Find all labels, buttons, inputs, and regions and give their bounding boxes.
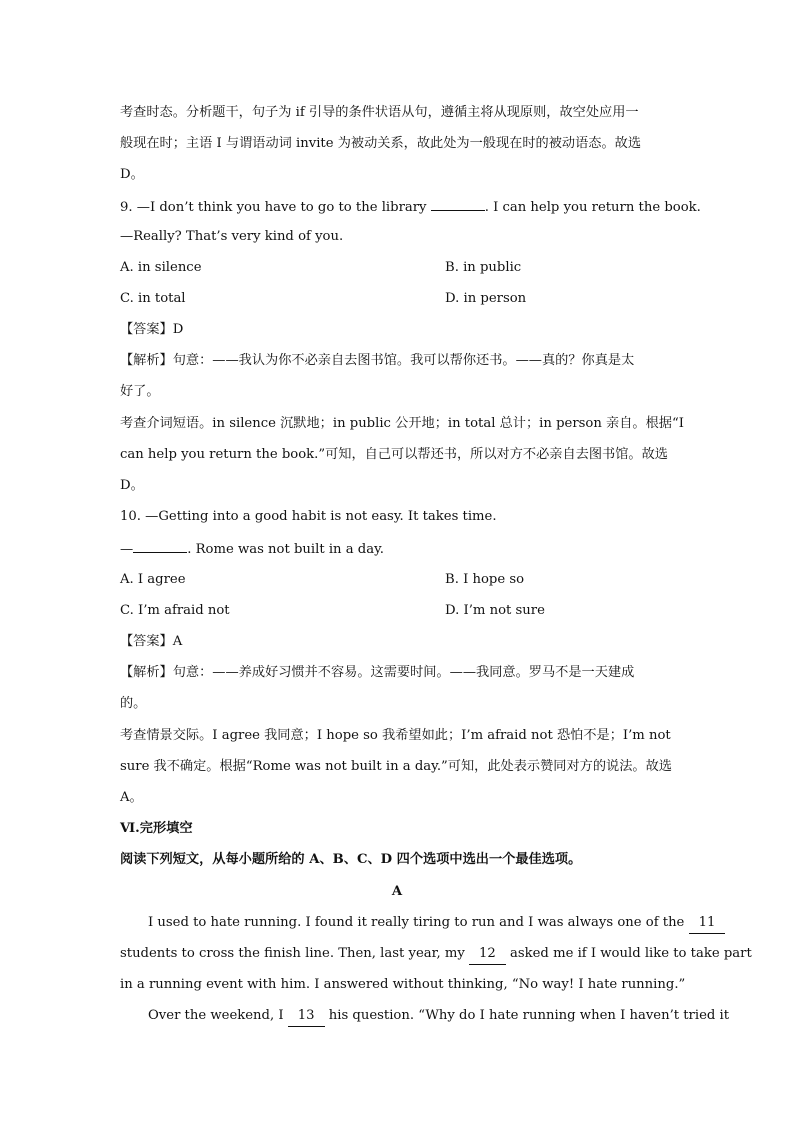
q9-reply: —Really? That’s very kind of you.	[120, 229, 344, 244]
passage-line-2	[120, 944, 752, 965]
passage-text: I used to hate running. I found it really tiring to run and I was always one of the	[148, 915, 689, 930]
q10-option-d: D. I’m not sure	[445, 603, 545, 618]
q10-option-b: B. I hope so	[445, 572, 525, 587]
blank-12: 12	[469, 944, 506, 965]
q10-option-c: C. I’m afraid not	[120, 603, 230, 618]
section-heading: Ⅵ.完形填空	[120, 821, 193, 836]
q9-stem	[120, 196, 701, 218]
q10-analysis-line-4: sure 我不确定。根据“Rome was not built in a day.”可知，此处表示赞同对方的说法。故选	[120, 759, 672, 774]
q10-blank	[133, 538, 187, 553]
passage-label: A	[391, 884, 403, 899]
blank-13: 13	[288, 1006, 325, 1027]
q10-reply-before: —	[120, 542, 134, 557]
q10-analysis-line-1: 【解析】句意：——养成好习惯并不容易。这需要时间。——我同意。罗马不是一天建成	[120, 665, 635, 680]
q9-stem-before: 9. —I don’t think you have to go to the library	[120, 200, 431, 215]
passage-line-4	[148, 1006, 729, 1027]
q10-analysis-line-3: 考查情景交际。I agree 我同意；I hope so 我希望如此；I’m afraid not 恐怕不是；I’m not	[120, 728, 671, 743]
q9-analysis-line-2: 好了。	[120, 384, 160, 399]
q9-analysis-line-4: can help you return the book.”可知，自己可以帮还书，所以对方不必亲自去图书馆。故选	[120, 447, 668, 462]
q9-analysis-line-3: 考查介词短语。in silence 沉默地；in public 公开地；in total 总计；in person 亲自。根据“I	[120, 416, 684, 431]
passage-line-1	[148, 913, 725, 934]
q8-analysis-line-1: 考查时态。分析题干，句子为 if 引导的条件状语从句，遵循主将从现原则，故空处应用一	[120, 105, 639, 120]
passage-text: asked me if I would like to take part	[505, 946, 752, 961]
q10-answer: 【答案】A	[120, 634, 183, 649]
q9-option-b: B. in public	[445, 260, 522, 275]
q9-answer: 【答案】D	[120, 322, 184, 337]
blank-11: 11	[689, 913, 726, 934]
q10-reply	[120, 538, 384, 560]
q10-stem: 10. —Getting into a good habit is not easy. It takes time.	[120, 509, 497, 524]
q9-stem-after: . I can help you return the book.	[484, 200, 701, 215]
q10-option-a: A. I agree	[120, 572, 186, 587]
passage-line-3: in a running event with him. I answered without thinking, “No way! I hate running.”	[120, 977, 686, 992]
q8-analysis-line-2: 般现在时；主语 I 与谓语动词 invite 为被动关系，故此处为一般现在时的被动语态。故选	[120, 136, 642, 151]
q8-analysis-line-3: D。	[120, 167, 144, 182]
q9-analysis-line-5: D。	[120, 478, 144, 493]
passage-text: Over the weekend, I	[148, 1008, 288, 1023]
passage-text: his question. “Why do I hate running when I haven’t tried it	[324, 1008, 730, 1023]
q10-reply-after: . Rome was not built in a day.	[187, 542, 384, 557]
q9-analysis-line-1: 【解析】句意：——我认为你不必亲自去图书馆。我可以帮你还书。——真的？你真是太	[120, 353, 635, 368]
q9-option-a: A. in silence	[120, 260, 202, 275]
q9-option-c: C. in total	[120, 291, 186, 306]
q10-analysis-line-5: A。	[120, 790, 143, 805]
q9-blank	[431, 196, 485, 211]
section-instruction: 阅读下列短文，从每小题所给的 A、B、C、D 四个选项中选出一个最佳选项。	[120, 852, 582, 867]
q10-analysis-line-2: 的。	[120, 696, 147, 711]
passage-text: students to cross the finish line. Then, last year, my	[120, 946, 470, 961]
q9-option-d: D. in person	[445, 291, 527, 306]
